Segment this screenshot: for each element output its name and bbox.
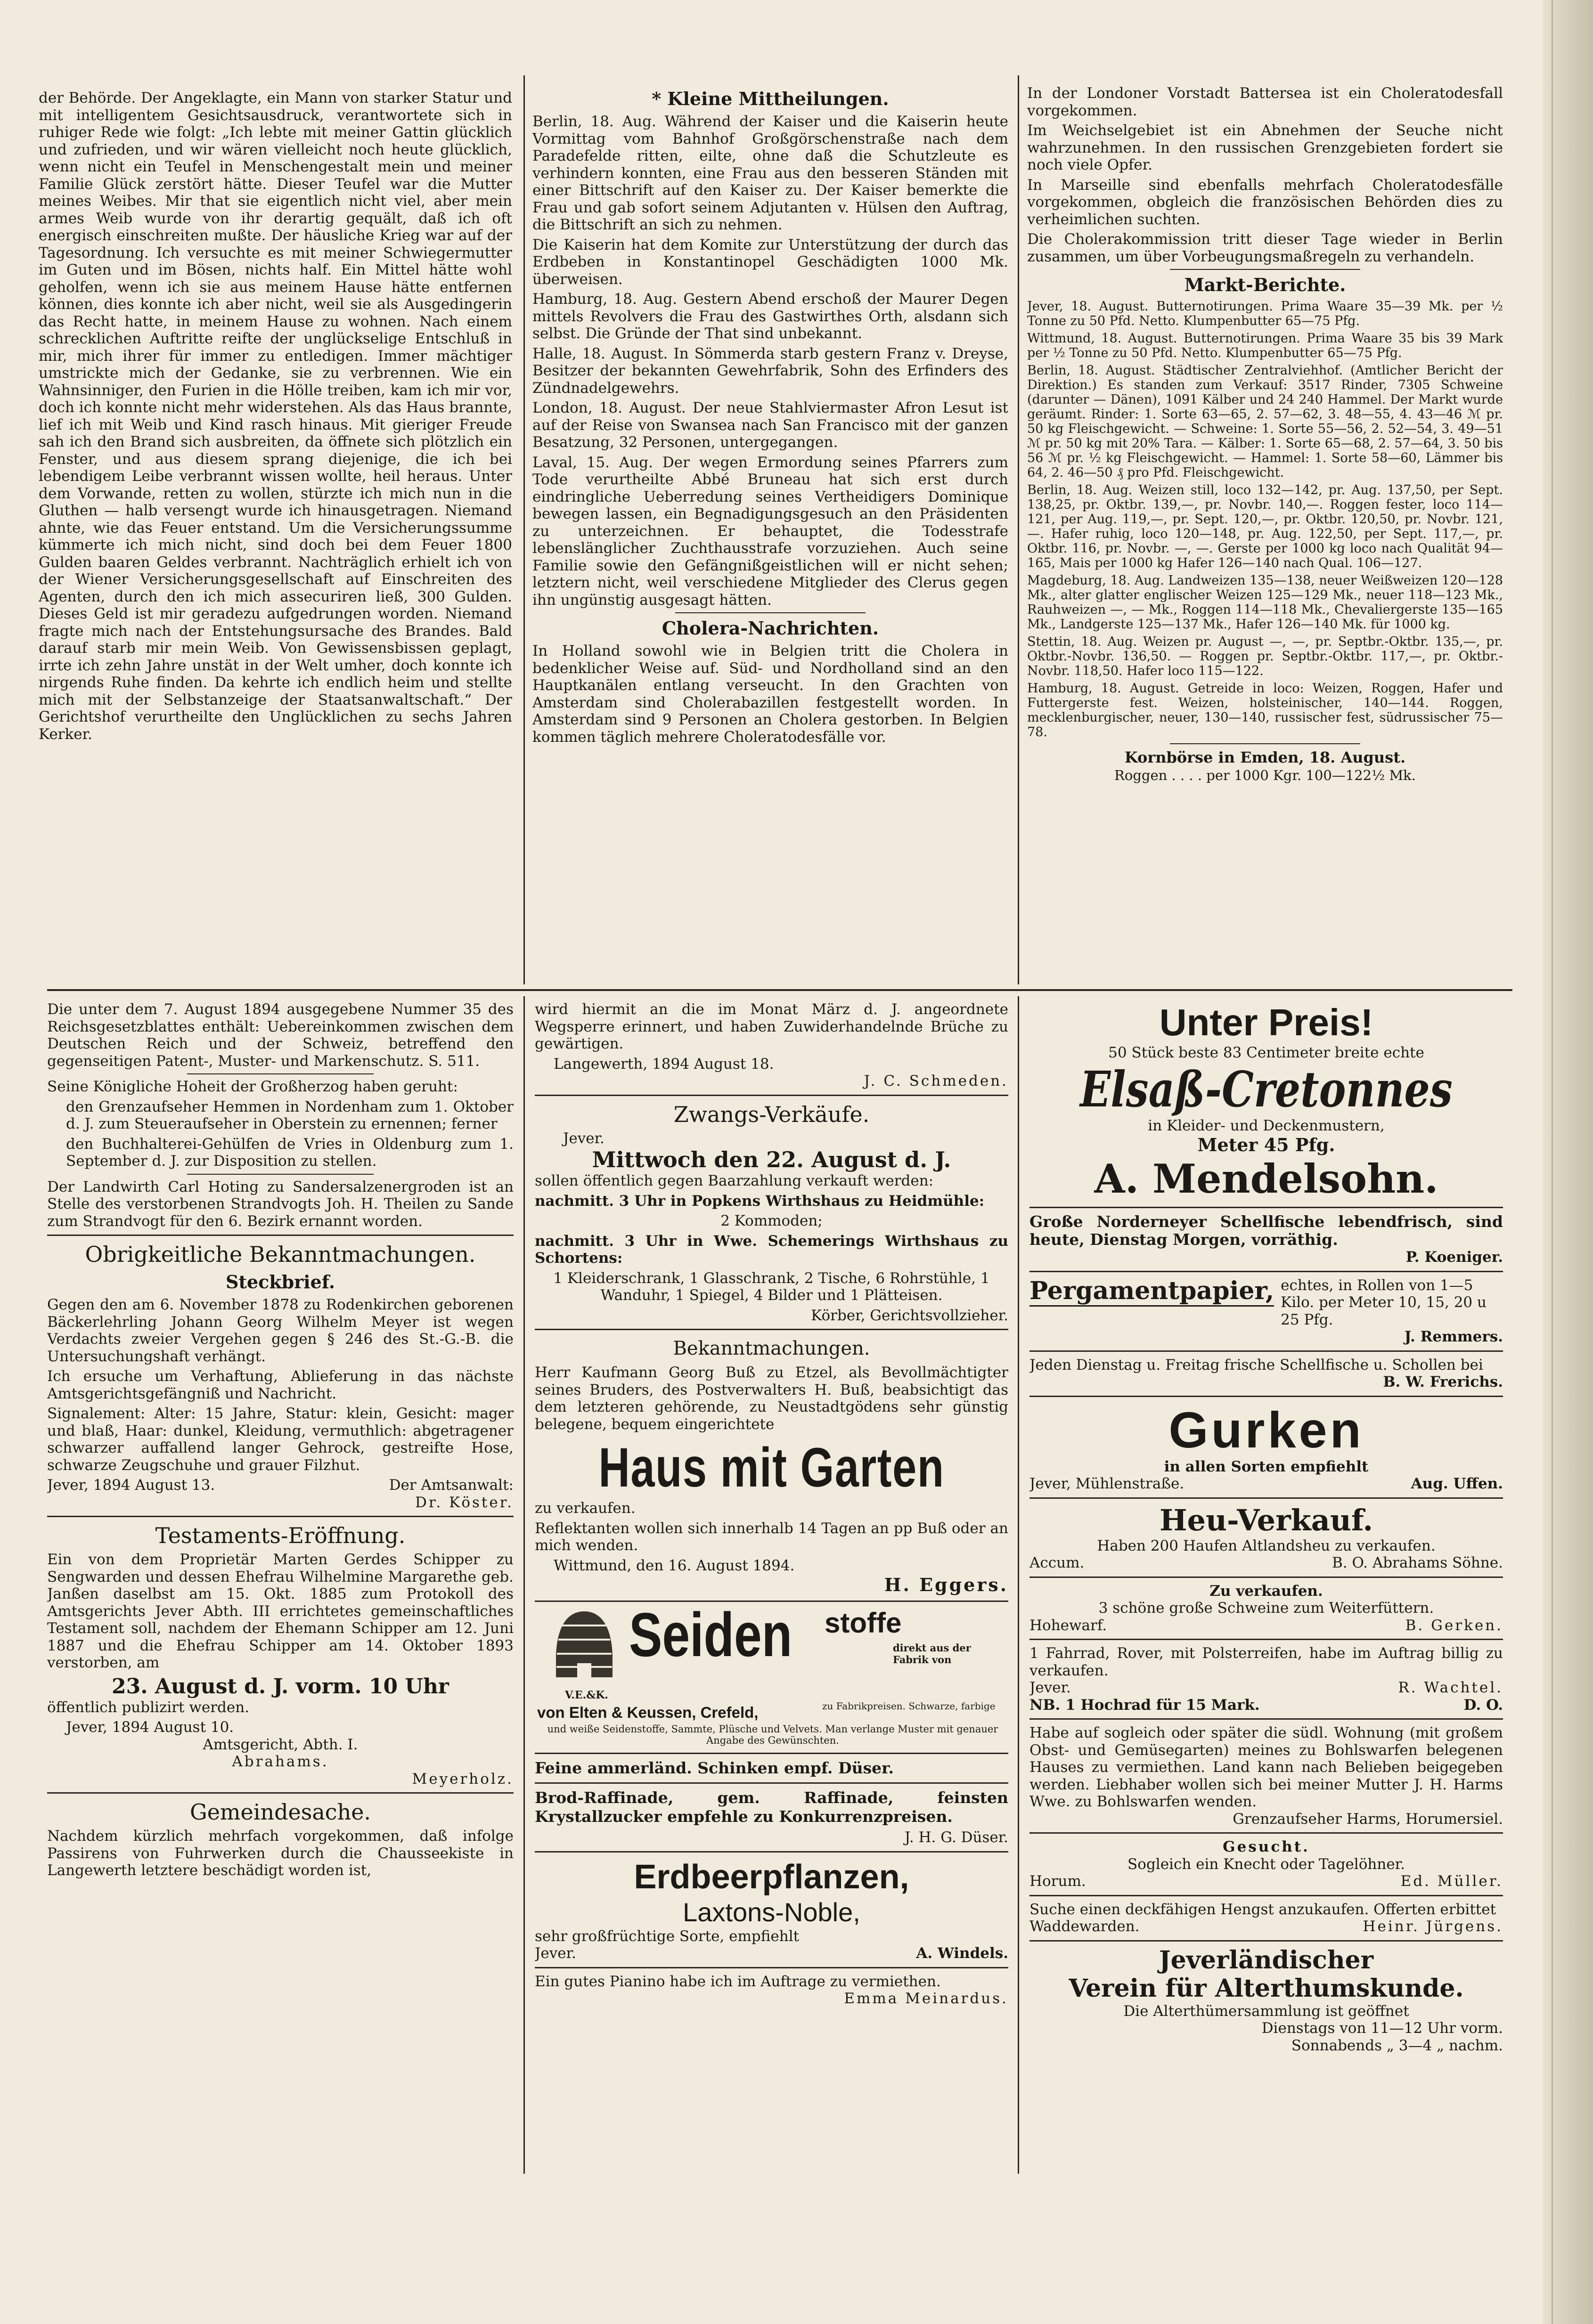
divider	[47, 1516, 514, 1517]
bicycle-ad: 1 Fahrrad, Rover, mit Polsterreifen, habe im Auftrag billig zu verkaufen.	[1029, 1645, 1503, 1679]
divider	[1029, 1350, 1503, 1352]
fish-signer-2: B. W. Frerichs.	[1383, 1373, 1503, 1390]
warrant-role: Der Amtsanwalt:	[389, 1477, 514, 1494]
silk-firm-side: zu Fabrikpreisen. Schwarze, farbige	[822, 1700, 996, 1712]
piano-ad: Ein gutes Pianino habe ich im Auftrage zu vermiethen.	[535, 1973, 941, 1990]
divider	[535, 1782, 1008, 1784]
silk-logo-text: V.E.&K.	[565, 1689, 608, 1701]
silk-details: und weiße Seidenstoffe, Sammte, Plüsche und Velvets. Man verlange Muster mit genauer Angabe des Gewünschten.	[547, 1723, 998, 1746]
news-item: Berlin, 18. Aug. Während der Kaiser und die Kaiserin heute Vormittag vom Bahnhof Großgörschenstraße nach dem Paradefelde ritten, eilte, ohne daß die Schutzleute es verhindern konnten, eine Frau aus den besseren Ständen mit einer Bittschrift auf den Kaiser zu. Der Kaiser bemerkte die Frau und gab sofort seinem Adjutanten v. Hülsen den Auftrag, die Bittschrift an sich zu nehmen.	[532, 113, 1008, 233]
news-item: London, 18. August. Der neue Stahlviermaster Afron Lesut ist auf der Reise von Swansea nach San Francisco mit der ganzen Besatzung, 32 Personen, untergegangen.	[532, 399, 1008, 451]
appointment-intro: Seine Königliche Hoheit der Großherzog haben geruht:	[47, 1078, 458, 1095]
appointment-item: den Grenzaufseher Hemmen in Nordenham zum 1. Oktober d. J. zum Steueraufseher in Oberstein zu ernennen; ferner	[66, 1098, 514, 1132]
market-report: Jever, 18. August. Butternotirungen. Prima Waare 35—39 Mk. per ½ Tonne zu 50 Pfd. Netto. Klumpenbutter 65—75 Pfg.	[1027, 299, 1503, 328]
testament-place: Jever, 1894 August 10.	[66, 1719, 234, 1736]
article-column-2	[532, 85, 1008, 982]
community-place: Langewerth, 1894 August 18.	[554, 1055, 774, 1073]
sale-subline: 50 Stück beste 83 Centimeter breite echte	[1108, 1044, 1424, 1061]
sale-notice: zu verkaufen.	[535, 1500, 636, 1517]
auction-location: nachmitt. 3 Uhr in Popkens Wirthshaus zu Heidmühle:	[535, 1192, 985, 1210]
news-item: In Marseille sind ebenfalls mehrfach Choleratodesfälle vorgekommen, obgleich die französischen Behörden dies zu verheimlichen suchten.	[1027, 176, 1503, 228]
mendelsohn-brand: A. Mendelsohn.	[1094, 1155, 1438, 1202]
divider	[535, 1851, 1008, 1853]
divider	[1029, 1940, 1503, 1942]
kornboerse-line: Roggen . . . . per 1000 Kgr. 100—122½ Mk.	[1114, 767, 1416, 783]
article-column-3	[1027, 85, 1503, 982]
divider	[1029, 1396, 1503, 1397]
society-name: Jeverländischer	[1159, 1945, 1373, 1975]
highwheel-text: NB. 1 Hochrad für 15 Mark.	[1029, 1696, 1260, 1714]
sale-signer: H. Eggers.	[884, 1574, 1008, 1595]
parchment-text: echtes, in Rollen von 1—5 Kilo. per Meter 10, 15, 20 u 25 Pfg.	[1281, 1276, 1487, 1328]
divider	[1170, 269, 1360, 270]
divider	[1029, 1639, 1503, 1640]
pigs-place: Hohewarf.	[1029, 1617, 1107, 1634]
hay-headline: Heu-Verkauf.	[1159, 1503, 1373, 1537]
divider	[47, 1235, 514, 1236]
sale-headline: Unter Preis!	[1159, 1001, 1373, 1043]
market-report: Berlin, 18. Aug. Weizen still, loco 132—142, pr. Aug. 137,50, per Sept. 138,25, pr. Oktbr. 139,—, pr. Novbr. 140,—. Roggen fester, loco 114—121, per Aug. 119,—, pr. Sept. 120,—, pr. Oktbr. 120,50, pr. Novbr. 121,—. Hafer ruhig, loco 120—148, pr. Aug. 122,50, per Sept. 117,—, pr. Oktbr. 116, pr. Novbr. —, —. Gerste per 1000 kg loco nach Qualität 94—165, Mais per 1000 kg Hafer 126—140 nach Qual. 106—127.	[1027, 483, 1503, 570]
divider	[535, 1095, 1008, 1096]
society-name-2: Verein für Alterthumskunde.	[1069, 1974, 1464, 2003]
testament-text: öffentlich publizirt werden.	[47, 1698, 250, 1716]
sale-place: Wittmund, den 16. August 1894.	[554, 1557, 795, 1574]
sale-notice: Reflektanten wollen sich innerhalb 14 Tagen an pp Buß oder an mich wenden.	[535, 1520, 1008, 1554]
auction-items: 1 Kleiderschrank, 1 Glasschrank, 2 Tische, 6 Rohrstühle, 1 Wanduhr, 1 Spiegel, 4 Bilder und 1 Plätteisen.	[553, 1269, 990, 1304]
highwheel-ad	[1029, 1697, 1503, 1714]
strawberry-headline: Erdbeerpflanzen,	[634, 1858, 909, 1896]
silk-side-text: direkt aus der Fabrik von	[893, 1642, 971, 1666]
community-notice-cont: wird hiermit an die im Monat März d. J. angeordnete Wegsperre erinnert, und haben Zuwiderhandelnde Brüche zu gewärtigen.	[535, 1001, 1008, 1052]
divider	[47, 1792, 514, 1794]
wanted-place: Horum.	[1029, 1873, 1086, 1890]
auction-location: nachmitt. 3 Uhr in Wwe. Schemerings Wirthshaus zu Schortens:	[535, 1232, 1008, 1267]
divider	[1029, 1207, 1503, 1208]
market-report: Stettin, 18. Aug. Weizen pr. August —, —, pr. Septbr.-Oktbr. 135,—, pr. Oktbr.-Novbr. 136,50. — Roggen pr. Septbr.-Oktbr. 117,—, pr. Oktbr.-Novbr. 118,50. Hafer loco 115—122.	[1027, 634, 1503, 678]
bicycle-signature	[1029, 1679, 1503, 1697]
section-heading: Testaments-Eröffnung.	[155, 1523, 406, 1548]
society-hours-1: Dienstags von 11—12 Uhr vorm.	[1261, 2020, 1503, 2037]
sugar-signer: J. H. G. Düser.	[904, 1829, 1008, 1846]
divider	[1029, 1718, 1503, 1720]
section-heading: Zwangs-Verkäufe.	[673, 1101, 870, 1127]
section-heading: * Kleine Mittheilungen.	[652, 88, 889, 109]
section-heading: Bekanntmachungen.	[673, 1338, 870, 1359]
divider	[187, 1073, 374, 1074]
ham-ad: Feine ammerländ. Schinken empf. Düser.	[535, 1759, 894, 1777]
section-rule	[47, 989, 1512, 991]
strawberry-variety: Laxtons-Noble,	[683, 1897, 860, 1927]
stallion-signature	[1029, 1918, 1503, 1935]
sugar-ad: Brod-Raffinade, gem. Raffinade, feinsten Krystallzucker empfehle zu Konkurrenzpreisen.	[535, 1788, 1008, 1826]
market-report: Wittmund, 18. August. Butternotirungen. Prima Waare 35 bis 39 Mark per ½ Tonne zu 50 Pfd. Netto. Klumpenbutter 65—75 Pfg.	[1027, 331, 1503, 360]
cretonnes-headline: Elsaß-Cretonnes	[1080, 1060, 1453, 1118]
stallion-place: Waddewarden.	[1029, 1918, 1140, 1935]
society-text: Die Alterthümersammlung ist geöffnet	[1123, 2002, 1409, 2020]
divider	[187, 1174, 374, 1175]
divider	[1029, 1497, 1503, 1499]
auction-items: 2 Kommoden;	[720, 1212, 823, 1229]
warrant-signer: Dr. Köster.	[415, 1494, 514, 1511]
divider	[535, 1329, 1008, 1330]
column-rule	[1018, 75, 1019, 984]
gherkin-text: in allen Sorten empfiehlt	[1164, 1458, 1369, 1475]
testament-text: Ein von dem Proprietär Marten Gerdes Schipper zu Sengwarden und dessen Ehefrau Wilhelmine Margarethe geb. Janßen daselbst am 15. Okt. 1885 zum Protokoll des Amtsgerichts Jever Abth. III errichtetes gemeinschaftliches Testament soll, nachdem der Ehemann Schipper am 12. Juni 1887 und die Ehefrau Schipper am 14. Oktober 1893 verstorben, am	[47, 1551, 514, 1671]
market-report: Magdeburg, 18. Aug. Landweizen 135—138, neuer Weißweizen 120—128 Mk., alter glatter englischer Weizen 125—129 Mk., neuer 118—123 Mk., Rauhweizen —, — Mk., Roggen 114—118 Mk., Chevaliergerste 135—165 Mk., Landgerste 125—137 Mk., Hafer 126—140 Mk. für 1000 kg.	[1027, 573, 1503, 632]
stallion-signer: Heinr. Jürgens.	[1363, 1918, 1503, 1935]
column-rule	[523, 75, 525, 984]
hay-signer: B. O. Abrahams Söhne.	[1332, 1554, 1503, 1571]
auction-signer: Körber, Gerichtsvollzieher.	[811, 1307, 1008, 1324]
pigs-signature	[1029, 1617, 1503, 1634]
divider	[535, 1753, 1008, 1754]
gherkin-signature	[1029, 1475, 1503, 1493]
section-heading: Markt-Berichte.	[1184, 274, 1346, 295]
hay-place: Accum.	[1029, 1554, 1085, 1571]
cretonnes-price: Meter 45 Pfg.	[1197, 1134, 1335, 1155]
wanted-signer: Ed. Müller.	[1400, 1873, 1503, 1890]
pigs-text: 3 schöne große Schweine zum Weiterfüttern.	[1098, 1600, 1434, 1617]
appointment-item: den Buchhalterei-Gehülfen de Vries in Oldenburg zum 1. September d. J. zur Disposition zu stellen.	[66, 1135, 514, 1170]
appointment-notice: Der Landwirth Carl Hoting zu Sandersalzenergroden ist an Stelle des verstorbenen Strandvogts Joh. H. Theilen zu Sande zum Strandvogt für den 6. Bezirk ernannt worden.	[47, 1178, 514, 1230]
warrant-signature	[47, 1477, 514, 1494]
silk-firm: von Elten & Keussen, Crefeld,	[537, 1704, 759, 1721]
section-heading: Cholera-Nachrichten.	[662, 618, 879, 639]
testament-clerk: Meyerholz.	[412, 1770, 514, 1788]
strawberry-signature	[535, 1945, 1008, 1962]
gazette-notice: Die unter dem 7. August 1894 ausgegebene Nummer 35 des Reichsgesetzblattes enthält: Uebereinkommen zwischen dem Deutschen Reich und der Schweiz, betreffend den gegenseitigen Patent-, Muster- und Markenschutz. S. 511.	[47, 1001, 514, 1070]
stallion-ad: Suche einen deckfähigen Hengst anzukaufen. Offerten erbittet	[1029, 1901, 1496, 1918]
auction-place: Jever.	[563, 1129, 605, 1147]
column-rule	[523, 996, 525, 2174]
bicycle-place: Jever.	[1029, 1679, 1071, 1696]
news-item: In der Londoner Vorstadt Battersea ist ein Choleratodesfall vorgekommen.	[1027, 85, 1503, 119]
market-report: Hamburg, 18. August. Getreide in loco: Weizen, Roggen, Hafer und Futtergerste fest. Weizen, holsteinischer, 140—144. Roggen, mecklenburgischer, neuer, 130—140, russischer fest, südrussischer 75—78.	[1027, 681, 1503, 739]
highwheel-signer: D. O.	[1463, 1696, 1503, 1714]
strawberry-place: Jever.	[535, 1945, 576, 1962]
silk-advertisement	[535, 1600, 1008, 1748]
notices-column-left	[47, 1001, 514, 2164]
apartment-ad: Habe auf sogleich oder später die südl. Wohnung (mit großem Obst- und Gemüsegarten) meines zu Bohlswarfen belegenen Hauses zu vermiethen. Land kann nach Belieben beigegeben werden. Liebhaber wollen sich bei meiner Mutter J. H. Harms Wwe. zu Bohlswarfen wenden.	[1029, 1724, 1503, 1810]
divider	[1029, 1576, 1503, 1578]
divider	[1029, 1832, 1503, 1834]
wanted-text: Sogleich ein Knecht oder Tagelöhner.	[1127, 1855, 1405, 1873]
fish-ad-2: Jeden Dienstag u. Freitag frische Schellfische u. Schollen bei	[1029, 1356, 1483, 1373]
hay-signature	[1029, 1554, 1503, 1572]
section-heading: Gemeindesache.	[189, 1799, 371, 1825]
article-paragraph: der Behörde. Der Angeklagte, ein Mann von starker Statur und mit intelligentem Gesichtsausdruck, verantwortete sich in ruhiger Rede wie folgt: „Ich lebte mit meiner Gattin glücklich und zufrieden, und wir wären vielleicht noch heute glücklich, wenn nicht ein Teufel in Menschengestalt mein und meiner Familie Glück zerstört hätte. Dieser Teufel war die Mutter meines Weibes. Mir that sie eigentlich nicht viel, aber mein armes Weib wurde von ihr derartig gequält, daß ich oft energisch einschreiten mußte. Der häusliche Krieg war auf der Tagesordnung. Ich versuchte es mit meiner Schwiegermutter im Guten und im Bösen, nichts half. Ein Mittel hätte wohl geholfen, wenn ich sie aus meinem Hause hätte entfernen können, dies konnte ich aber nicht, weil sie als Ausgedingerin das Recht hatte, in meinem Hause zu wohnen. Nach einem schrecklichen Auftritte reifte der unglückselige Entschluß in mir, mich ihrer für immer zu entledigen. Immer mächtiger umstrickte mich der Gedanke, sie zu verbrennen. Wie ein Wahnsinniger, den Furien in die Hölle treiben, kam ich mir vor, doch ich konnte nicht mehr widerstehen. Als das Haus brannte, lief ich mit Weib und Kind rasch hinaus. Mit gieriger Freude sah ich den Brand sich ausbreiten, da öffnete sich plötzlich ein Fenster, und aus diesem sprang diejenige, die ich bei lebendigem Leibe verbrannt wissen wollte, heil heraus. Unter dem Vorwande, retten zu wollen, stürzte ich mich nun in die Gluthen — halb versengt wurde ich hinausgetragen. Niemand ahnte, wie das Feuer entstand. Um die Versicherungssumme kümmerte ich mich nicht, sind doch bei dem Feuer 1800 Gulden baaren Geldes verbrannt. Nachträglich erhielt ich von der Wiener Versicherungsgesellschaft auf Einschreiten des Agenten, durch den ich mich assecuriren ließ, 300 Gulden. Dieses Geld ist mir geradezu aufgedrungen worden. Niemand fragte mich nach der Entstehungsursache des Brandes. Bald darauf starb mir mein Weib. Von Gewissensbissen geplagt, irrte ich zehn Jahre unstät in der Welt umher, doch konnte ich nirgends Ruhe finden. Da kehrte ich endlich heim und stellte mich mit der Selbstanzeige der Staatsanwaltschaft.“ Der Gerichtshof verurtheilte den Unglücklichen zu sechs Jahren Kerker.	[39, 89, 512, 743]
notices-column-middle	[535, 1001, 1008, 2164]
warrant-date: Jever, 1894 August 13.	[47, 1477, 215, 1494]
bicycle-signer: R. Wachtel.	[1398, 1679, 1503, 1696]
news-item: Halle, 18. August. In Sömmerda starb gestern Franz v. Dreyse, Besitzer der bekannten Gewehrfabrik, Sohn des Erfinders des Zündnadelgewehrs.	[532, 345, 1008, 397]
column-rule	[1018, 996, 1019, 2174]
hay-text: Haben 200 Haufen Altlandsheu zu verkaufen.	[1097, 1537, 1436, 1554]
gherkin-signer: Aug. Uffen.	[1411, 1475, 1503, 1492]
auction-date: Mittwoch den 22. August d. J.	[592, 1147, 951, 1172]
ads-column-right	[1029, 1001, 1503, 2164]
warrant-text: Ich ersuche um Verhaftung, Ablieferung in das nächste Amtsgerichtsgefängniß und Nachricht.	[47, 1368, 514, 1402]
community-notice: Nachdem kürzlich mehrfach vorgekommen, daß infolge Passirens von Fuhrwerken durch die Chausseekiste in Langewerth letztere beschädigt worden ist,	[47, 1828, 514, 1879]
news-item: In Holland sowohl wie in Belgien tritt die Cholera in bedenklicher Weise auf. Süd- und Nordholland sind an den Hauptkanälen entlang verseucht. In den Grachten von Amsterdam sind Cholerabazillen festgestellt worden. In Amsterdam sind 9 Personen an Cholera gestorben. In Belgien kommen täglich mehrere Choleratodesfälle vor.	[532, 642, 1008, 746]
divider	[1170, 743, 1360, 744]
news-item: Die Kaiserin hat dem Komite zur Unterstützung der durch das Erdbeben in Konstantinopel Geschädigten 1000 Mk. überweisen.	[532, 236, 1008, 288]
silk-headline-small: stoffe	[825, 1607, 902, 1639]
testament-date: 23. August d. J. vorm. 10 Uhr	[112, 1674, 449, 1698]
parchment-signer: J. Remmers.	[1404, 1328, 1503, 1345]
news-item: Die Cholerakommission tritt dieser Tage wieder in Berlin zusammen, um über Vorbeugungsmaßregeln zu verhandeln.	[1027, 231, 1503, 265]
wanted-heading: Gesucht.	[1223, 1838, 1310, 1855]
society-hours-2: Sonnabends „ 3—4 „ nachm.	[1291, 2037, 1503, 2054]
divider	[1029, 1895, 1503, 1896]
kornboerse-title: Kornbörse in Emden, 18. August.	[1124, 748, 1406, 766]
gherkin-place: Jever, Mühlenstraße.	[1029, 1475, 1185, 1492]
subheading: Steckbrief.	[225, 1271, 335, 1292]
news-item: Hamburg, 18. Aug. Gestern Abend erschoß der Maurer Degen mittels Revolvers die Frau des Gastwirthes Orth, alsdann sich selbst. Die Gründe der That sind unbekannt.	[532, 291, 1008, 342]
page-edge	[1543, 0, 1593, 2324]
sale-notice: Herr Kaufmann Georg Buß zu Etzel, als Bevollmächtigter seines Bruders, des Postverwalters H. Buß, beabsichtigt das dem letzteren gehörende, zu Neustadtgödens sehr günstig belegene, bequem eingerichtete	[535, 1364, 1008, 1433]
parchment-ad	[1029, 1277, 1503, 1329]
beehive-icon	[549, 1607, 620, 1687]
strawberry-signer: A. Windels.	[916, 1945, 1008, 1962]
silk-headline: Seiden	[629, 1600, 792, 1669]
warrant-description: Signalement: Alter: 15 Jahre, Statur: klein, Gesicht: mager und blaß, Haar: dunkel, Kleidung, vermuthlich: abgetragener schwarzer auffallend langer Gehrock, gestreifte Hose, schwarze Zeugschuhe und grauer Filzhut.	[47, 1405, 514, 1474]
divider	[535, 1967, 1008, 1968]
section-heading: Obrigkeitliche Bekanntmachungen.	[85, 1242, 476, 1267]
testament-court: Amtsgericht, Abth. I.	[203, 1736, 358, 1753]
news-item: Laval, 15. Aug. Der wegen Ermordung seines Pfarrers zum Tode verurtheilte Abbé Bruneau hat sich erst durch eindringliche Ueberredung seines Vertheidigers Dominique bewegen lassen, ein Begnadigungsgesuch an den Präsidenten zu unterzeichnen. Er behauptet, die Todesstrafe lebenslänglicher Zuchthausstrafe vorzuziehen. Auch seine Familie sowie den Gefängnißgeistlichen will er nicht sehen; letztern nicht, weil verschiedene Mitglieder des Clerus gegen ihn ungünstig ausgesagt hätten.	[532, 454, 1008, 609]
pigs-heading: Zu verkaufen.	[1209, 1582, 1323, 1600]
divider	[675, 612, 866, 613]
gherkin-headline: Gurken	[1168, 1401, 1364, 1458]
wanted-signature	[1029, 1873, 1503, 1890]
fish-signer: P. Koeniger.	[1405, 1249, 1503, 1266]
news-item: Im Weichselgebiet ist ein Abnehmen der Seuche nicht wahrzunehmen. In den russischen Grenzgebieten fordert sie noch viele Opfer.	[1027, 122, 1503, 173]
cretonnes-patterns: in Kleider- und Deckenmustern,	[1148, 1117, 1385, 1134]
strawberry-text: sehr großfrüchtige Sorte, empfiehlt	[535, 1927, 800, 1945]
community-signer: J. C. Schmeden.	[864, 1073, 1008, 1089]
fish-ad: Große Norderneyer Schellfische lebendfrisch, sind heute, Dienstag Morgen, vorräthig.	[1029, 1212, 1503, 1249]
apartment-signer: Grenzaufseher Harms, Horumersiel.	[1233, 1810, 1503, 1828]
auction-text: sollen öffentlich gegen Baarzahlung verkauft werden:	[535, 1172, 934, 1189]
piano-signer: Emma Meinardus.	[844, 1990, 1008, 2007]
pigs-signer: B. Gerken.	[1405, 1617, 1503, 1634]
house-headline: Haus mit Garten	[598, 1437, 945, 1499]
divider	[1029, 1271, 1503, 1272]
market-report: Berlin, 18. August. Städtischer Zentralviehhof. (Amtlicher Bericht der Direktion.) Es standen zum Verkauf: 3517 Rinder, 7305 Schweine (darunter — Dänen), 1091 Kälber und 24 240 Hammel. Der Markt wurde geräumt. Rinder: 1. Sorte 63—65, 2. 57—62, 3. 48—55, 4. 43—46 ℳ pr. 50 kg Fleischgewicht. — Schweine: 1. Sorte 55—56, 2. 52—54, 3. 49—51 ℳ pr. 50 kg mit 20% Tara. — Kälber: 1. Sorte 65—68, 2. 57—64, 3. 50 bis 56 ℳ pr. ½ kg Fleischgewicht. — Hammel: 1. Sorte 58—60, Lämmer bis 64, 2. 46—50 ₰ pro Pfd. Fleischgewicht.	[1027, 363, 1503, 480]
warrant-text: Gegen den am 6. November 1878 zu Rodenkirchen geborenen Bäckerlehrling Johann Georg Wilhelm Meyer ist wegen Verdachts zweier Vergehen gegen § 246 des St.-G.-B. die Untersuchungshaft verhängt.	[47, 1296, 514, 1365]
parchment-headline: Pergamentpapier,	[1029, 1277, 1274, 1307]
testament-judge: Abrahams.	[232, 1753, 329, 1770]
article-column-1	[39, 89, 512, 984]
